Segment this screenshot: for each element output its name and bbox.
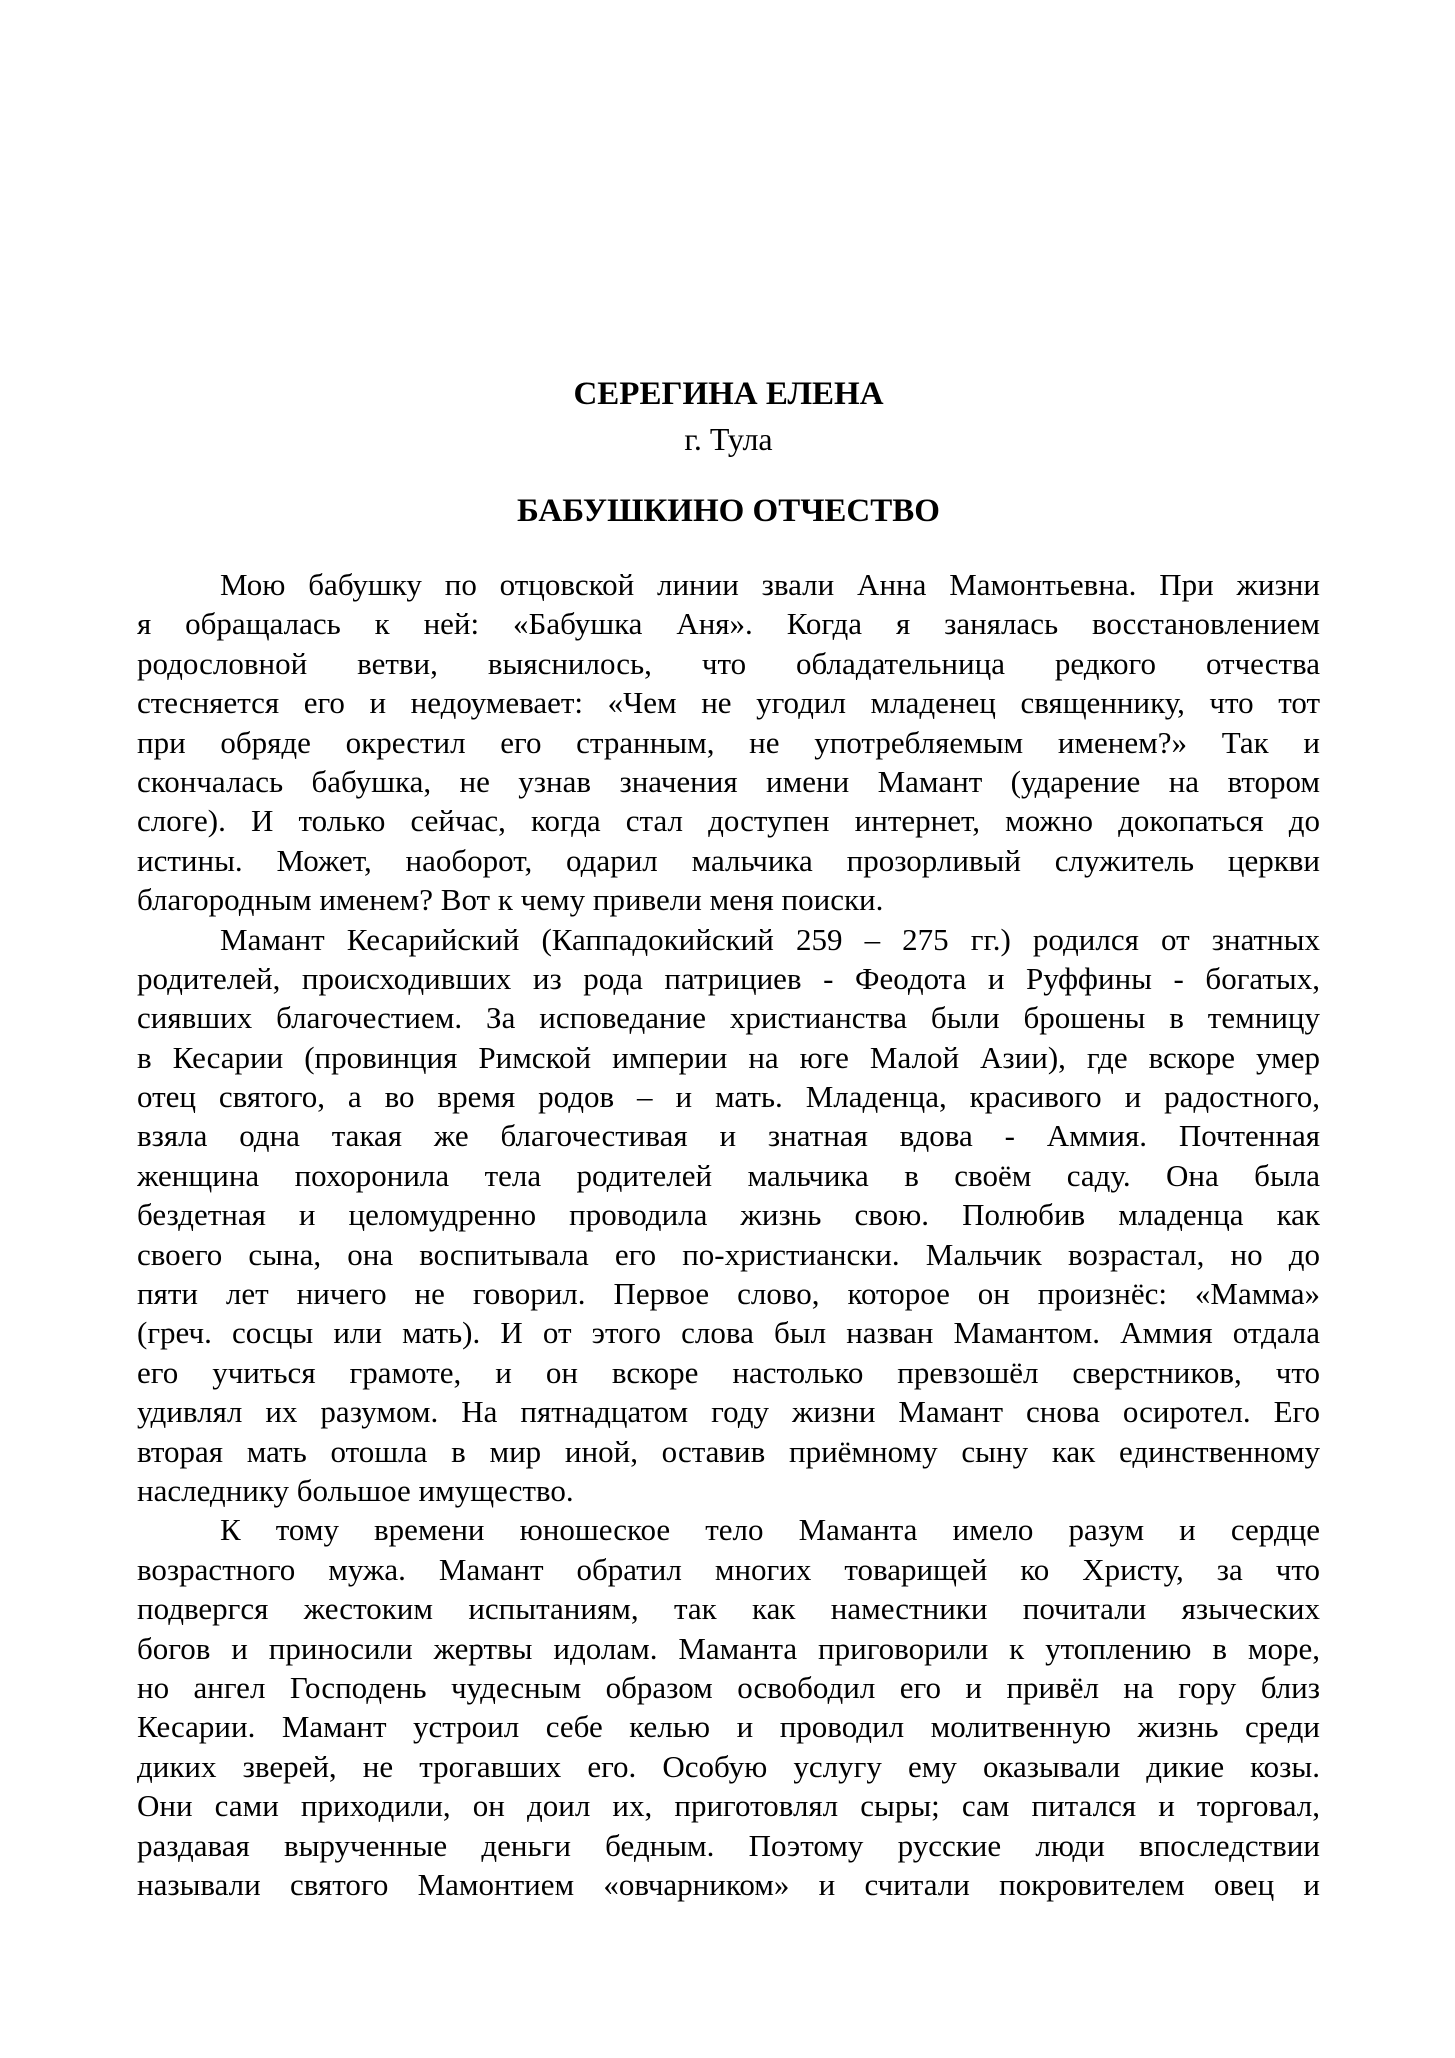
paragraph bbox=[137, 1510, 1320, 1904]
text-line: К тому времени юношеское тело Маманта имело разум и сердце bbox=[220, 1512, 1320, 1548]
text-line: своего сына, она воспитывала его по-христиански. Мальчик возрастал, но до bbox=[137, 1236, 1320, 1272]
text-line: стесняется его и недоумевает: «Чем не угодил младенец священнику, что тот bbox=[137, 685, 1320, 721]
text-line: удивлял их разумом. На пятнадцатом году жизни Мамант снова осиротел. Его bbox=[137, 1394, 1320, 1430]
text-line: наследнику большое имущество. bbox=[137, 1472, 574, 1508]
text-line: Кесарии. Мамант устроил себе келью и проводил молитвенную жизнь среди bbox=[137, 1709, 1320, 1745]
document-title: БАБУШКИНО ОТЧЕСТВО bbox=[517, 493, 940, 529]
text-line: родословной ветви, выяснилось, что обладательница редкого отчества bbox=[137, 645, 1320, 681]
text-line: истины. Может, наоборот, одарил мальчика прозорливый служитель церкви bbox=[137, 842, 1320, 878]
text-line: вторая мать отошла в мир иной, оставив приёмному сыну как единственному bbox=[137, 1433, 1320, 1469]
text-line: взяла одна такая же благочестивая и знатная вдова - Аммия. Почтенная bbox=[137, 1118, 1320, 1154]
document-header bbox=[137, 372, 1320, 534]
text-line: отец святого, а во время родов – и мать. Младенца, красивого и радостного, bbox=[137, 1079, 1320, 1115]
text-line: скончалась бабушка, не узнав значения имени Мамант (ударение на втором bbox=[137, 763, 1320, 799]
text-line: Они сами приходили, он доил их, приготовлял сыры; сам питался и торговал, bbox=[137, 1788, 1320, 1824]
text-line: диких зверей, не трогавших его. Особую услугу ему оказывали дикие козы. bbox=[137, 1748, 1320, 1784]
text-line: его учиться грамоте, и он вскоре настолько превзошёл сверстников, что bbox=[137, 1354, 1320, 1390]
text-line: слоге). И только сейчас, когда стал доступен интернет, можно докопаться до bbox=[137, 803, 1320, 839]
text-line: пяти лет ничего не говорил. Первое слово, которое он произнёс: «Мамма» bbox=[137, 1276, 1320, 1312]
text-line: раздавая вырученные деньги бедным. Поэтому русские люди впоследствии bbox=[137, 1827, 1320, 1863]
text-line: при обряде окрестил его странным, не употребляемым именем?» Так и bbox=[137, 724, 1320, 760]
text-line: Мамант Кесарийский (Каппадокийский 259 – 275 гг.) родился от знатных bbox=[220, 921, 1320, 957]
text-line: бездетная и целомудренно проводила жизнь свою. Полюбив младенца как bbox=[137, 1197, 1320, 1233]
text-line: благородным именем? Вот к чему привели меня поиски. bbox=[137, 882, 884, 918]
text-line: (греч. сосцы или мать). И от этого слова был назван Мамантом. Аммия отдала bbox=[137, 1315, 1320, 1351]
text-line: Мою бабушку по отцовской линии звали Анна Мамонтьевна. При жизни bbox=[220, 567, 1320, 602]
author-city: г. Тула bbox=[684, 421, 773, 457]
text-line: женщина похоронила тела родителей мальчика в своём саду. Она была bbox=[137, 1157, 1320, 1193]
text-line: называли святого Мамонтием «овчарником» и считали покровителем овец и bbox=[137, 1866, 1320, 1902]
text-line: возрастного мужа. Мамант обратил многих товарищей ко Христу, за что bbox=[137, 1551, 1320, 1587]
document-body bbox=[137, 565, 1320, 1904]
text-line: но ангел Господень чудесным образом освободил его и привёл на гору близ bbox=[137, 1669, 1320, 1705]
paragraph bbox=[137, 920, 1320, 1511]
text-line: в Кесарии (провинция Римской империи на юге Малой Азии), где вскоре умер bbox=[137, 1039, 1320, 1075]
text-line: я обращалась к ней: «Бабушка Аня». Когда я занялась восстановлением bbox=[137, 606, 1320, 642]
text-line: богов и приносили жертвы идолам. Маманта приговорили к утоплению в море, bbox=[137, 1630, 1320, 1666]
text-line: сиявших благочестием. За исповедание христианства были брошены в темницу bbox=[137, 1000, 1320, 1036]
author-name: СЕРЕГИНА ЕЛЕНА bbox=[573, 376, 884, 412]
text-line: подвергся жестоким испытаниям, так как наместники почитали языческих bbox=[137, 1591, 1320, 1627]
paragraph bbox=[137, 565, 1320, 920]
text-line: родителей, происходивших из рода патрициев - Феодота и Руффины - богатых, bbox=[137, 960, 1320, 996]
